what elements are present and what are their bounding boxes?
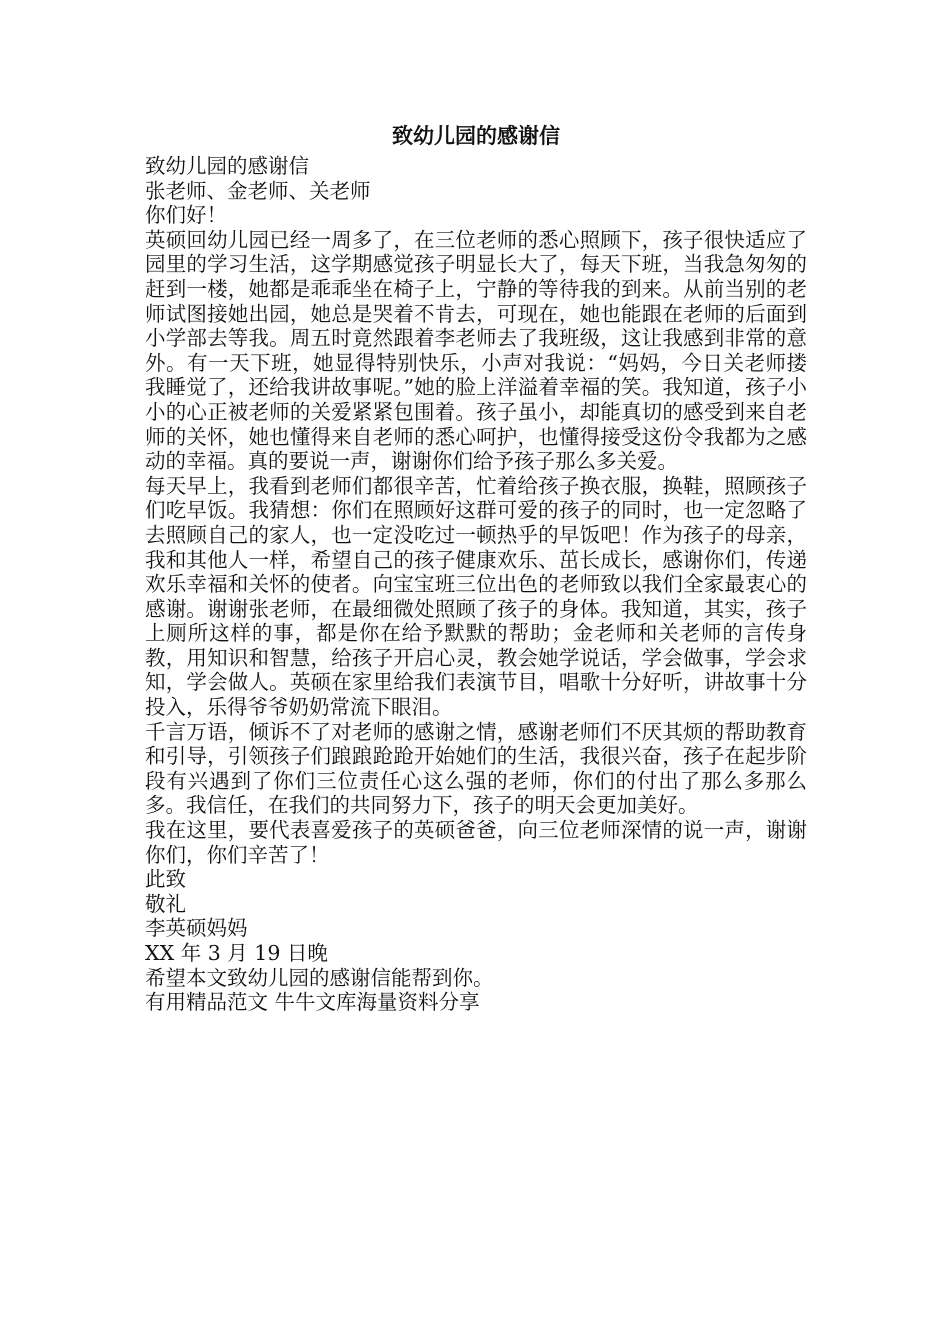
footer-note: 希望本文致幼儿园的感谢信能帮到你。 [145,965,494,990]
footer-source: 有用精品范文 牛牛文库海量资料分享 [145,990,480,1015]
letter-date: XX 年 3 月 19 日晚 [145,941,328,965]
paragraph-1: 英硕回幼儿园已经一周多了，在三位老师的悉心照顾下，孩子很快适应了园里的学习生活，这学期感觉孩子明显长大了，每天下班，当我急匆匆的赶到一楼，她都是乖乖坐在椅子上，宁静的等待我的到来。从前当别的老师试图接她出园，她总是哭着不肯去，可现在，她也能跟在老师的后面到小学部去等我。周五时竟然跟着李老师去了我班级，这让我感到非常的意外。有一天下班，她显得特别快乐，小声对我说：“妈妈，今日关老师搂我睡觉了，还给我讲故事呢。”她的脸上洋溢着幸福的笑。我知道，孩子小小的心正被老师的关爱紧紧包围着。孩子虽小，却能真切的感受到来自老师的关怀，她也懂得来自老师的悉心呵护，也懂得接受这份令我都为之感动的幸福。真的要说一声，谢谢你们给予孩子那么多关爱。 [145,227,807,474]
paragraph-3: 千言万语，倾诉不了对老师的感谢之情，感谢老师们不厌其烦的帮助教育和引导，引领孩子们踉踉跄跄开始她们的生活，我很兴奋，孩子在起步阶段有兴遇到了你们三位责任心这么强的老师，你们的付出了那么多那么多。我信任，在我们的共同努力下，孩子的明天会更加美好。 [145,719,807,818]
recipients: 张老师、金老师、关老师 [145,178,371,203]
closing-regards: 敬礼 [145,891,186,916]
signature: 李英硕妈妈 [145,916,248,941]
letter-heading: 致幼儿园的感谢信 [145,154,309,178]
paragraph-4: 我在这里，要代表喜爱孩子的英硕爸爸，向三位老师深情的说一声，谢谢你们，你们辛苦了！ [145,818,807,867]
closing-salutation: 此致 [145,867,186,892]
paragraph-2: 每天早上，我看到老师们都很辛苦，忙着给孩子换衣服，换鞋，照顾孩子们吃早饭。我猜想：你们在照顾好这群可爱的孩子的同时，也一定忽略了去照顾自己的家人，也一定没吃过一顿热乎的早饭吧！作为孩子的母亲，我和其他人一样，希望自己的孩子健康欢乐、茁长成长，感谢你们，传递欢乐幸福和关怀的使者。向宝宝班三位出色的老师致以我们全家最衷心的感谢。谢谢张老师，在最细微处照顾了孩子的身体。我知道，其实，孩子上厕所这样的事，都是你在给予默默的帮助；金老师和关老师的言传身教，用知识和智慧，给孩子开启心灵，教会她学说话，学会做事，学会求知，学会做人。英硕在家里给我们表演节目，唱歌十分好听，讲故事十分投入，乐得爷爷奶奶常流下眼泪。 [145,473,807,720]
letter-body [145,118,807,1015]
greeting: 你们好！ [145,203,227,228]
document-title: 致幼儿园的感谢信 [392,123,560,148]
